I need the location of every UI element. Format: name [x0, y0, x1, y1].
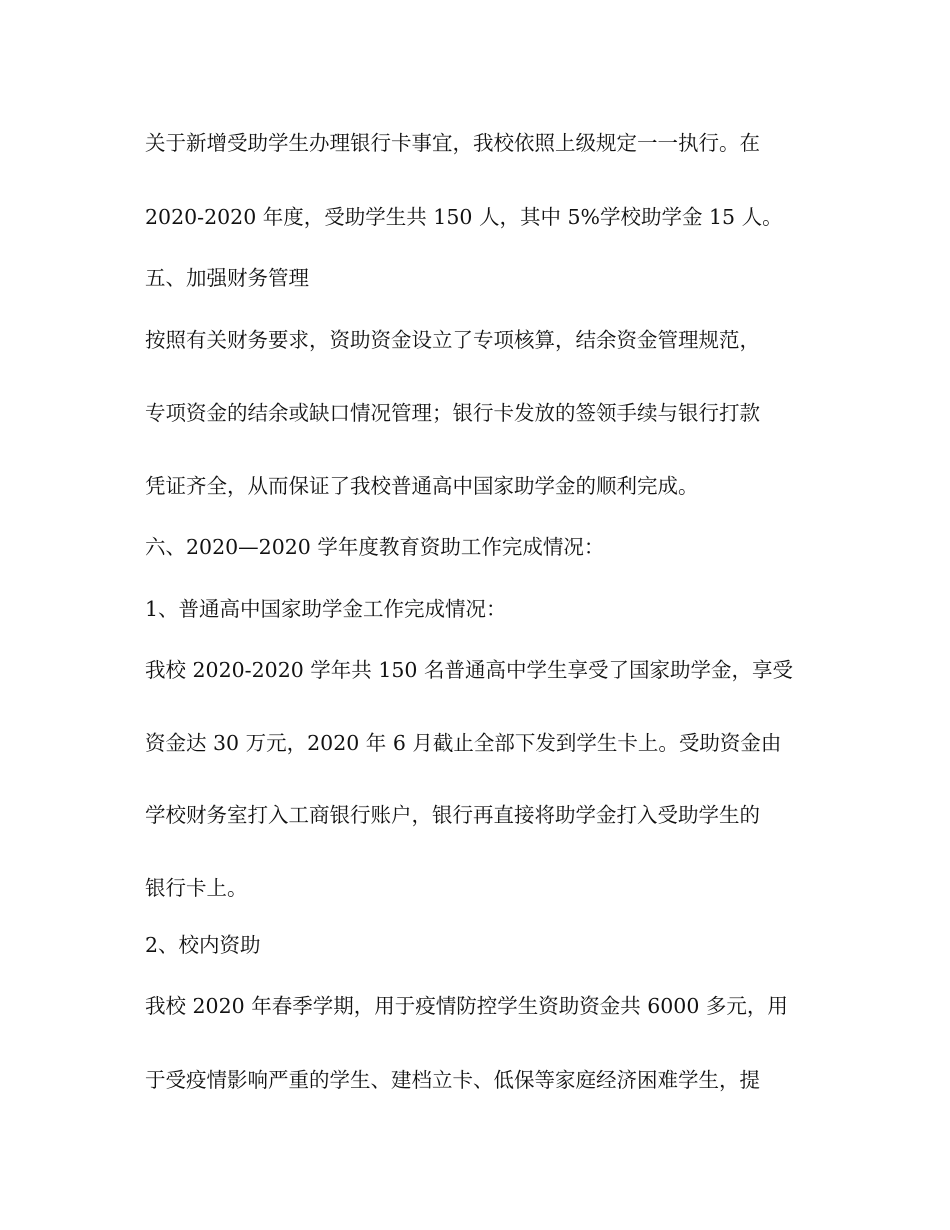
body-text-line: 关于新增受助学生办理银行卡事宜，我校依照上级规定一一执行。在 [145, 131, 760, 155]
section-heading: 六、2020—2020 学年度教育资助工作完成情况： [145, 535, 605, 559]
body-text-line: 于受疫情影响严重的学生、建档立卡、低保等家庭经济困难学生，提 [145, 1068, 760, 1092]
body-text-line: 我校 2020 年春季学期，用于疫情防控学生资助资金共 6000 多元，用 [145, 994, 788, 1018]
body-text-line: 凭证齐全，从而保证了我校普通高中国家助学金的顺利完成。 [145, 474, 699, 498]
body-text-line: 专项资金的结余或缺口情况管理；银行卡发放的签领手续与银行打款 [145, 401, 760, 425]
body-text-line: 按照有关财务要求，资助资金设立了专项核算，结余资金管理规范， [145, 328, 760, 352]
subsection-heading: 1、普通高中国家助学金工作完成情况： [145, 597, 507, 621]
body-text-line: 我校 2020-2020 学年共 150 名普通高中学生享受了国家助学金，享受 [145, 658, 793, 682]
subsection-heading: 2、校内资助 [145, 933, 261, 957]
section-heading: 五、加强财务管理 [145, 266, 309, 290]
body-text-line: 银行卡上。 [145, 876, 248, 900]
body-text-line: 学校财务室打入工商银行账户，银行再直接将助学金打入受助学生的 [145, 803, 760, 827]
body-text-line: 资金达 30 万元，2020 年 6 月截止全部下发到学生卡上。受助资金由 [145, 731, 782, 755]
body-text-line: 2020-2020 年度，受助学生共 150 人，其中 5%学校助学金 15 人。 [145, 205, 783, 229]
